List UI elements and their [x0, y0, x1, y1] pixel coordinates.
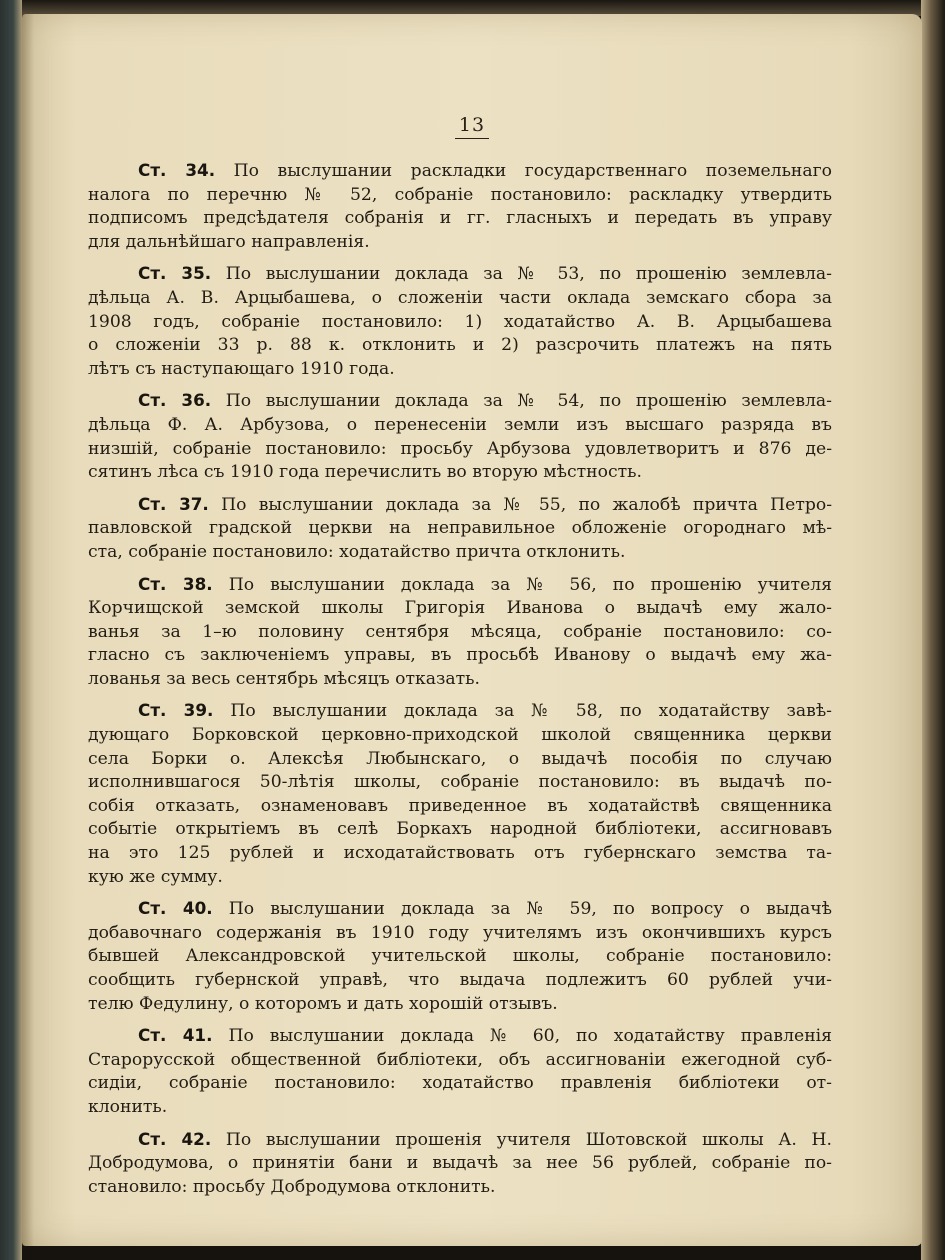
page-number: 13 — [455, 114, 489, 139]
text-line — [88, 262, 832, 287]
article-paragraph — [88, 1024, 832, 1119]
text-line — [88, 461, 832, 485]
page-header — [22, 114, 922, 139]
text-line — [88, 699, 832, 724]
text-line — [88, 621, 832, 645]
text-line — [88, 517, 832, 541]
text-line — [88, 668, 832, 692]
line-text: событіе открытіемъ въ селѣ Боркахъ народной библіотеки, ассигновавъ — [88, 819, 832, 840]
text-line — [88, 818, 832, 842]
article-paragraph — [88, 493, 832, 565]
line-text: добавочнаго содержанія въ 1910 году учителямъ изъ окончившихъ курсъ — [88, 922, 832, 943]
line-text: дѣльца Ф. А. Арбузова, о перенесеніи земли изъ высшаго разряда въ — [88, 414, 832, 435]
text-line — [88, 993, 832, 1017]
article-label: Ст. 38. — [138, 573, 213, 594]
line-text: По выслушании доклада за № 53, по прошенію землевла- — [225, 264, 832, 285]
book-binding-edge — [0, 0, 22, 1260]
text-line — [88, 1049, 832, 1073]
line-text: По выслушании доклада за № 56, по прошенію учителя — [228, 574, 832, 595]
text-line — [88, 573, 832, 598]
line-text: на это 125 рублей и исходатайствовать отъ губернскаго земства та- — [88, 843, 832, 864]
line-text: налога по перечню № 52, собраніе постановило: раскладку утвердить — [88, 184, 832, 205]
line-text: ванья за 1–ю половину сентября мѣсяца, собраніе постановило: со- — [88, 621, 832, 642]
article-paragraph — [88, 897, 832, 1016]
article-label: Ст. 34. — [138, 160, 216, 180]
text-line — [88, 1096, 832, 1120]
text-line — [88, 414, 832, 438]
text-line — [88, 644, 832, 668]
line-text: павловской градской церкви на неправильное обложеніе огороднаго мѣ- — [88, 518, 832, 539]
line-text: подписомъ предсѣдателя собранія и гг. гласныхъ и передать въ управу — [88, 208, 832, 229]
document-body — [88, 159, 832, 1207]
text-line — [88, 969, 832, 993]
text-line — [88, 389, 832, 414]
text-line — [88, 207, 832, 231]
line-text: телю Федулину, о которомъ и дать хорошій отзывъ. — [88, 993, 558, 1014]
line-text: По выслушании доклада за № 55, по жалобѣ причта Петро- — [221, 494, 832, 515]
line-text: По выслушании доклада за № 54, по прошенію землевла- — [225, 391, 832, 412]
line-text: По выслушании доклада № 60, по ходатайству правленія — [228, 1026, 832, 1047]
text-line — [88, 541, 832, 565]
text-line — [88, 184, 832, 208]
text-line — [88, 1176, 832, 1200]
article-paragraph — [88, 159, 832, 254]
text-line — [88, 842, 832, 866]
line-text: лѣтъ съ наступающаго 1910 года. — [88, 358, 395, 379]
article-paragraph — [88, 699, 832, 889]
paper-page — [22, 14, 922, 1246]
text-line — [88, 1024, 832, 1049]
article-label: Ст. 37. — [138, 493, 209, 514]
line-text: Добродумова, о принятіи бани и выдачѣ за нее 56 рублей, собраніе по- — [88, 1153, 832, 1174]
line-text: низшій, собраніе постановило: просьбу Арбузова удовлетворитъ и 876 де- — [88, 438, 832, 459]
line-text: Старорусской общественной библіотеки, объ ассигнованіи ежегодной суб- — [88, 1049, 832, 1070]
line-text: для дальнѣйшаго направленія. — [88, 231, 370, 252]
line-text: ста, собраніе постановило: ходатайство причта отклонить. — [88, 541, 626, 562]
line-text: исполнившагося 50-лѣтія школы, собраніе постановило: въ выдачѣ по- — [88, 772, 832, 793]
article-label: Ст. 36. — [138, 390, 212, 411]
line-text: села Борки о. Алексѣя Любынскаго, о выдачѣ пособія по случаю — [88, 748, 832, 769]
text-line — [88, 311, 832, 335]
text-line — [88, 724, 832, 748]
text-line — [88, 945, 832, 969]
article-paragraph — [88, 262, 832, 381]
line-text: бывшей Александровской учительской школы, собраніе постановило: — [88, 946, 832, 967]
article-paragraph — [88, 389, 832, 484]
text-line — [88, 1152, 832, 1176]
text-line — [88, 1128, 832, 1153]
text-line — [88, 159, 832, 184]
line-text: гласно съ заключеніемъ управы, въ просьбѣ Иванову о выдачѣ ему жа- — [88, 645, 832, 666]
text-line — [88, 897, 832, 922]
text-line — [88, 597, 832, 621]
text-line — [88, 287, 832, 311]
line-text: По выслушании доклада за № 58, по ходатайству завѣ- — [230, 701, 832, 722]
article-label: Ст. 35. — [138, 263, 212, 284]
text-line — [88, 866, 832, 890]
article-label: Ст. 39. — [138, 700, 214, 721]
line-text: По выслушании раскладки государственнаго поземельнаго — [233, 161, 832, 181]
line-text: дующаго Борковской церковно-приходской школой священника церкви — [88, 725, 832, 746]
line-text: о сложеніи 33 р. 88 к. отклонить и 2) разсрочить платежъ на пять — [88, 335, 832, 356]
line-text: кую же сумму. — [88, 866, 223, 887]
page-right-edge — [921, 0, 945, 1260]
text-line — [88, 334, 832, 358]
text-line — [88, 1072, 832, 1096]
text-line — [88, 922, 832, 946]
line-text: собія отказать, ознаменовавъ приведенное въ ходатайствѣ священника — [88, 795, 832, 816]
line-text: Корчищской земской школы Григорія Иванова о выдачѣ ему жало- — [88, 598, 832, 619]
text-line — [88, 493, 832, 518]
line-text: По выслушании прошенія учителя Шотовской школы А. Н. — [225, 1129, 832, 1150]
line-text: 1908 годъ, собраніе постановило: 1) ходатайство А. В. Арцыбашева — [88, 311, 832, 332]
text-line — [88, 438, 832, 462]
article-paragraph — [88, 573, 832, 692]
article-label: Ст. 42. — [138, 1128, 212, 1149]
line-text: лованья за весь сентябрь мѣсяцъ отказать. — [88, 668, 480, 689]
article-label: Ст. 41. — [138, 1025, 213, 1046]
text-line — [88, 748, 832, 772]
line-text: становило: просьбу Добродумова отклонить. — [88, 1176, 496, 1197]
text-line — [88, 231, 832, 255]
line-text: сидіи, собраніе постановило: ходатайство правленія библіотеки от- — [88, 1073, 832, 1094]
line-text: клонить. — [88, 1096, 168, 1117]
line-text: сообщить губернской управѣ, что выдача подлежитъ 60 рублей учи- — [88, 970, 832, 990]
article-paragraph — [88, 1128, 832, 1200]
text-line — [88, 771, 832, 795]
line-text: дѣльца А. В. Арцыбашева, о сложеніи части оклада земскаго сбора за — [88, 287, 832, 308]
article-label: Ст. 40. — [138, 898, 213, 919]
text-line — [88, 358, 832, 382]
text-line — [88, 795, 832, 819]
line-text: По выслушании доклада за № 59, по вопросу о выдачѣ — [228, 899, 832, 920]
line-text: сятинъ лѣса съ 1910 года перечислить во вторую мѣстность. — [88, 462, 642, 483]
